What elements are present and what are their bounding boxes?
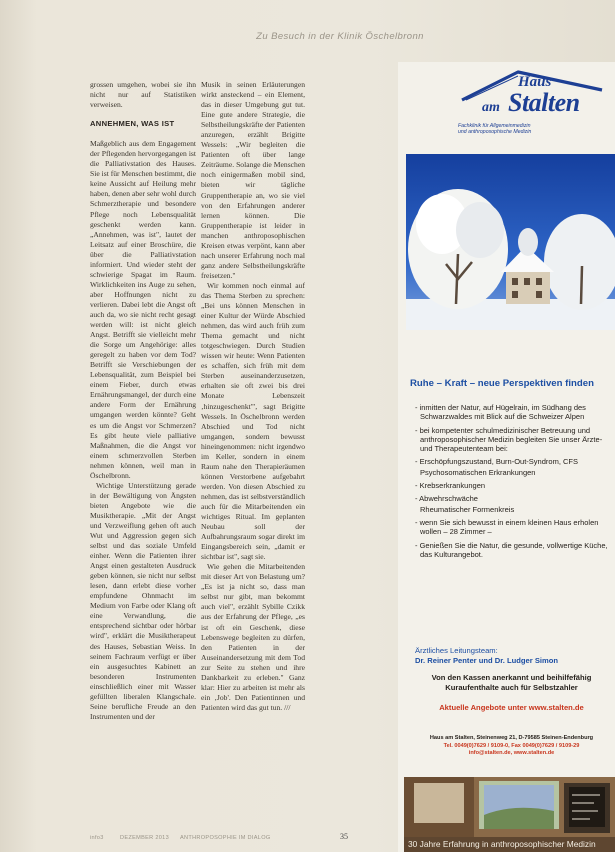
list-item: Psychosomatischen Erkrankungen [420,467,536,477]
article-column-1 [90,80,196,815]
advertisement [398,62,615,852]
ad-headline: Ruhe – Kraft – neue Perspektiven finden [410,378,594,389]
interior-photo [404,777,615,837]
paragraph: grossen umgehen, wobei sie ihn nicht nur auf Statistiken verweisen. [90,80,196,110]
contact-address: Haus am Stalten, Steinenweg 21, D-79585 Steinen-Endenburg Tel. 0049(0)7629 / 9109-0, Fax 0049(0)7629 / 9109-29 info@stalten.de, www.stalten.de [429,735,594,757]
offers-link[interactable]: Aktuelle Angebote unter www.stalten.de [439,703,584,712]
team-names: Dr. Reiner Penter und Dr. Ludger Simon [415,655,559,665]
list-item: - Krebserkrankungen [415,481,486,491]
list-item: - Genießen Sie die Natur, die gesunde, vollwertige Küche, das Kulturangebot. [415,540,608,559]
paragraph: Wie gehen die Mitarbeitenden mit dieser Art von Belastung um? „Es ist ja nicht so, dass man selbst nur gibt, man bekommt auch viel", erzählt Sybille Czikk aus der Erfahrung der Pflege, „es ist oft ein Geschenk, diese Lebenswege begleiten zu dürfen, den Patienten in der Auseinandersetzung mit dem Tod zur Seite zu stehen und ihre Dankbarkeit zu erleben." Ganz klar: Hier zu arbeiten ist mehr als ein ‚Job'. Den Patientinnen und Patienten wird das gut tun. /// [201,562,305,712]
running-head: Zu Besuch in der Klinik Öschelbronn [256,31,424,42]
paragraph: Maßgeblich aus dem Engagement der Pflegenden hervorgegangen ist die Palliativstation des Hauses. Sie ist für Menschen bestimmt, die keine Aussicht auf Heilung mehr haben, denen aber sehr wohl durch Schmerztherapie und besondere Pflege noch Lebensqualität geschenkt werden kann. „Annehmen, was ist", lautet der Leitsatz auf einer Broschüre, die über die Palliativstation informiert. Und wieder steht der schwierige Spagat im Raum. Wirklichkeiten ins Auge zu sehen, aber Hoffnungen nicht zu verlieren. Dabei lebt die Angst oft auch da, wo sie nicht recht gesagt werden will: ist nicht gleich Angst. Betrifft sie vielleicht mehr die Sorge um Angehörige: alles geregelt zu haben vor dem Tod? Betrifft sie Verschiebungen der Lebensqualität, zum Beispiel bei einem Fieber, durch etwas Ernährungsmangel, der durch eine andere Form der Ernährung umgangen werden könnte? Geht es um die Angst vor Schmerzen? Es gibt heute viele palliative Maßnahmen, die die Angst vor einem schmerzvollen Sterben nehmen können, weil man in Öschelbronn. [90,139,196,480]
winter-house-photo [406,154,615,330]
team-title: Ärztliches Leitungsteam: [415,646,498,655]
list-item: - Erschöpfungszustand, Burn-Out-Syndrom, CFS [415,457,578,467]
page-number: 35 [340,832,348,841]
paragraph: Wir kommen noch einmal auf das Thema Sterben zu sprechen: „Bei uns können Menschen in einer Kultur der Würde Abschied nehmen, das wird auch früh zum Thema gemacht und nicht totgeschwiegen. Durch Studien wissen wir heute: Wenn Patienten es schaffen, sich früh mit dem Sterben auseinanderzusetzen, erhalten sie oft zwei bis drei Monate Lebenszeit ‚hinzugeschenkt'", sagt Brigitte Wessels. In Öschelbronn werden Abschied und Tod nicht umgangen, sondern bewusst hineingenommen: nicht irgendwo im Keller, sondern in einem Raum nahe den Therapieräumen können Verstorbene aufgebahrt werden. Von diesen Abschied zu nehmen, das ist selbstverständlich auch für die Mitarbeitenden ein wichtiges Ritual. Im geplanten Neubau soll der Aufbahrungsraum sogar direkt im Eingangsbereich sein, „damit er sichtbar ist", sagt sie. [201,280,305,562]
list-item: Rheumatischer Formenkreis [420,504,515,514]
list-item: - Abwehrschwäche [415,494,478,504]
logo-subtitle: Fachklinik für Allgemeinmedizin und anthroposophische Medizin [458,123,532,136]
footer-issue: DEZEMBER 2013 [120,835,169,841]
medical-team [415,646,611,665]
logo-stalten-text: Stalten [508,88,580,117]
logo-am-text: am [482,100,500,115]
logo-haus-text: Haus [518,74,552,90]
insurance-note: Von den Kassen anerkannt und beihilfefähig Kuraufenthalte auch für Selbstzahler [431,673,592,692]
paragraph: Wichtige Unterstützung gerade in der Bewältigung von Ängsten bieten Angebote wie die Musiktherapie. „Mit der Angst und Verzweiflung gehen oft auch Wut und Aggression gegen sich selbst und das soziale Umfeld einher. Wenn die Patienten ihrer Angst einen gestalteten Ausdruck geben können, sie nicht nur selbst lesen, dann erlebt diese vorher empfundene Ohnmacht im Medium von Farbe oder Klang oft eine Verwandlung, die entsprechend sichtbar oder hörbar wird", erklärt die Musiktherapeut des Hauses, Sebastian Weiss. In seinem Fachraum verfügt er über ein ausgesuchtes Kabinett an besonderen Instrumenten einschließlich einer mit Wasser gefüllten liberalen Klangschale. Seine berufliche Freude an den Instrumenten und der [90,480,196,721]
experience-banner: 30 Jahre Erfahrung in anthroposophischer Medizin [404,837,615,852]
ad-benefits-list [415,403,611,563]
article-column-2 [201,80,305,815]
list-item: - inmitten der Natur, auf Hügelrain, im Südhang des Schwarzwaldes mit Blick auf die Schweizer Alpen [415,403,586,422]
footer-title: ANTHROPOSOPHIE IM DIALOG [180,835,271,841]
haus-am-stalten-logo [398,62,615,144]
paragraph: Musik in seinen Erläuterungen wirkt ansteckend – ein Element, das in dieser Umgebung gut tut. Eine gute andere Strategie, die Selbstheilungskräfte der Patienten anzuregen, erzählt Brigitte Wessels: „Wir begleiten die Patienten oft über lange Zeiträume. Solange die Menschen noch einigermaßen mobil sind, bieten wir tägliche Gruppentherapie an, wo sie viel von den Erfahrungen anderer lernen können. Die Gruppentherapie ist leider in manchen anthroposophischen Kreisen etwas verpönt, kann aber nach unserer Erfahrung noch mal ganz andere Selbstheilungskräfte freisetzen." [201,80,305,280]
section-heading: ANNEHMEN, WAS IST [90,119,175,129]
list-item: - wenn Sie sich bewusst in einem kleinen Haus erholen wollen – 28 Zimmer – [415,517,599,537]
list-item: - bei kompetenter schulmedizinischer Betreuung und anthroposophischer Medizin begleiten Sie unser Ärzte- und Therapeutenteam bei: [415,425,603,454]
footer-left: info3 [90,835,104,841]
